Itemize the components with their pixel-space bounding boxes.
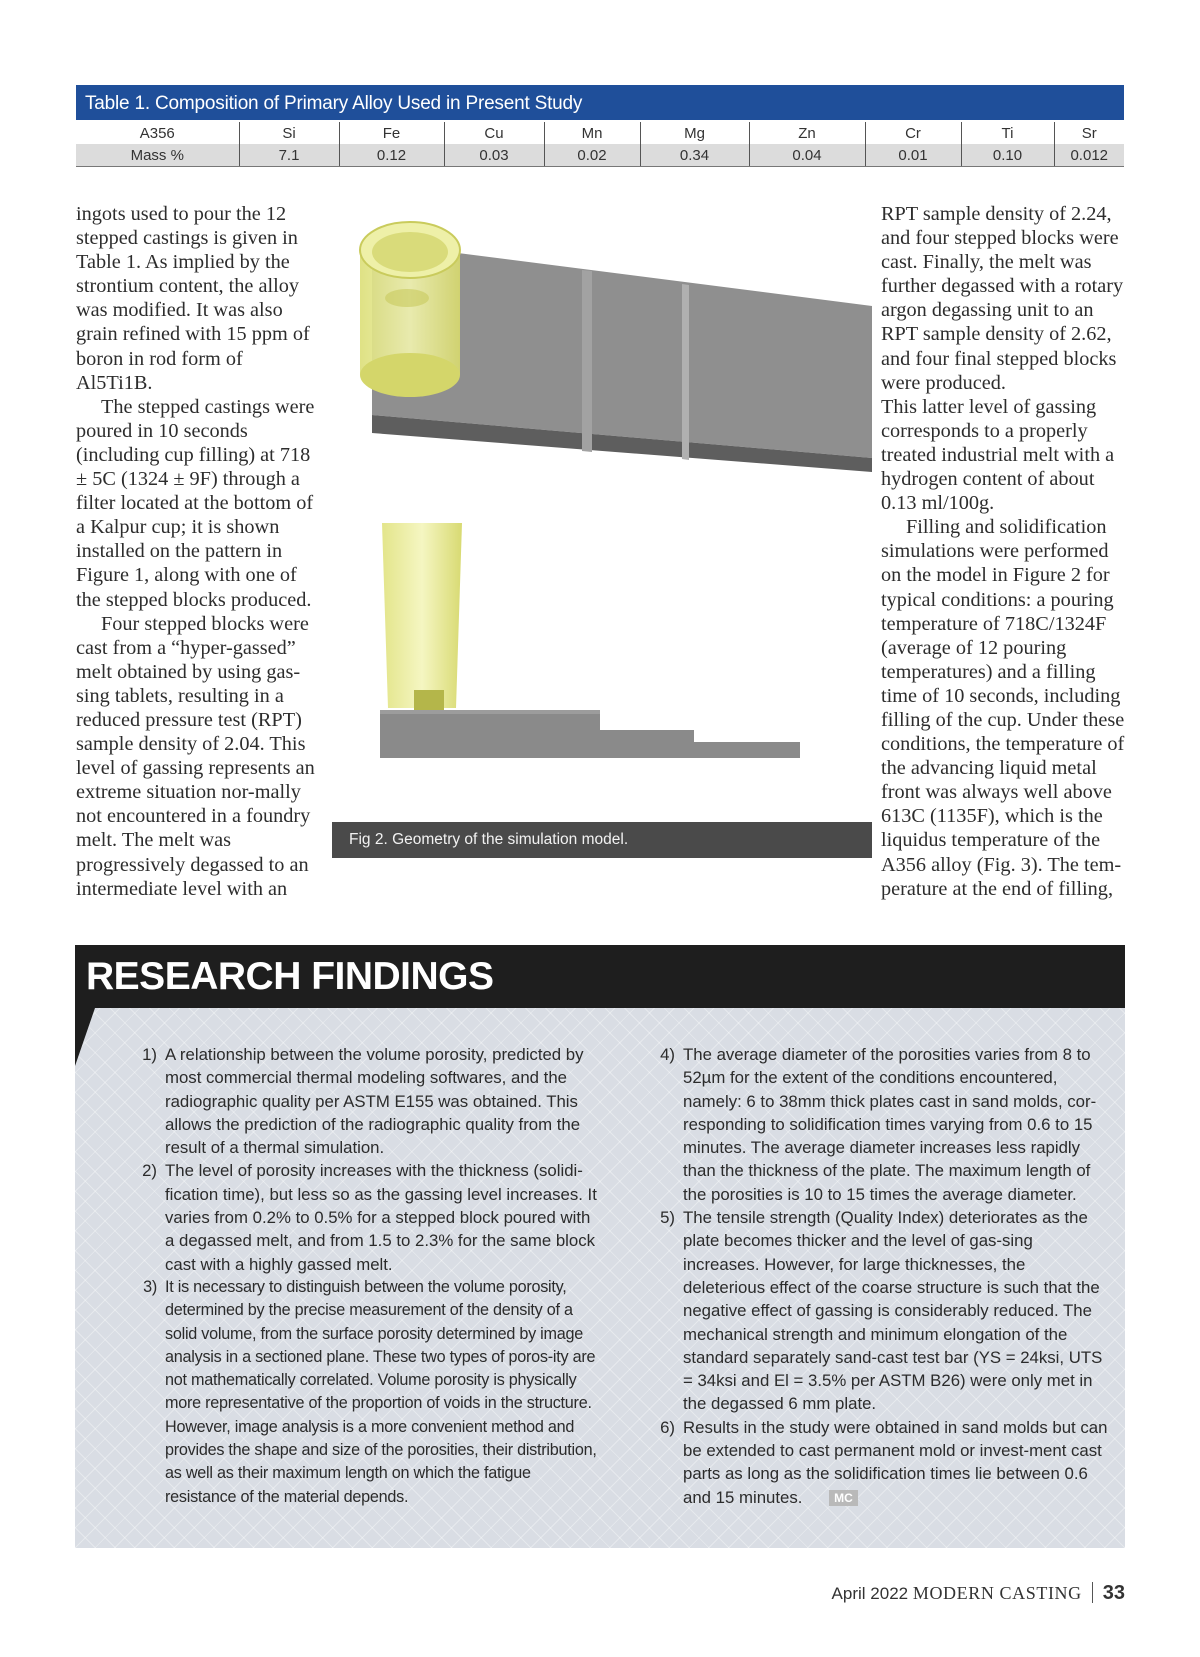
item-text: The level of porosity increases with the thickness (solidi-fication time), but less so as the gassing level increases. It varies from 0.2% to 0.5% for a stepped block poured with a degassed melt, and from 1.5 to 2.3% for the same block cast with a highly gassed melt. xyxy=(165,1161,597,1274)
table-cell: Fe xyxy=(339,121,444,144)
findings-list-right xyxy=(657,1043,1112,1509)
table-cell: Mass % xyxy=(76,144,239,167)
paragraph: ingots used to pour the 12 stepped castings is given in Table 1. As implied by the strontium content, the alloy was modified. It was also grain refined with 15 ppm of boron in rod form of Al5Ti1B. xyxy=(76,203,310,394)
page-footer xyxy=(832,1582,1125,1605)
item-number: 1) xyxy=(142,1045,157,1064)
table-cell: Si xyxy=(239,121,339,144)
list-item xyxy=(139,1159,601,1275)
table-cell: Cr xyxy=(865,121,961,144)
simulation-model-figure xyxy=(332,210,872,860)
composition-table xyxy=(76,85,1124,167)
body-text-left-column xyxy=(76,202,323,901)
step-edge xyxy=(682,284,689,460)
item-text: A relationship between the volume porosity, predicted by most commercial thermal modeling softwares, and the radiographic quality per ASTM E155 was obtained. This allows the prediction of the radiographic quality from the result of a thermal simulation. xyxy=(165,1045,584,1158)
paragraph: Four stepped blocks were cast from a “hyper-gassed” melt obtained by using gas-sing tablets, resulting in a reduced pressure test (RPT) sample density of 2.04. This level of gassing represents an extreme situation nor-mally not encountered in a foundry melt. The melt was progressively degassed to an intermediate level with an xyxy=(76,612,315,900)
paragraph: This latter level of gassing corresponds to a properly treated industrial melt with a hydrogen content of about 0.13 ml/100g. xyxy=(881,395,1115,515)
sprue-cup xyxy=(382,523,462,708)
item-text: The tensile strength (Quality Index) deteriorates as the plate becomes thicker and the level of gas-sing increases. However, for large thicknesses, the deleterious effect of the coarse structure is such that the negative effect of gassing is considerably reduced. The mechanical strength and minimum elongation of the standard separately sand-cast test bar (YS = 24ksi, UTS = 34ksi and El = 3.5% per ASTM B26) were only met in the degassed 6 mm plate. xyxy=(683,1208,1103,1414)
item-text: The average diameter of the porosities varies from 8 to 52µm for the extent of the conditions encountered, namely: 6 to 38mm thick plates cast in sand molds, cor-responding to solidification times varying from 0.6 to 15 minutes. The average diameter increases less rapidly than the thickness of the plate. The maximum length of the porosities is 10 to 15 times the average diameter. xyxy=(683,1045,1097,1204)
list-item xyxy=(657,1043,1112,1206)
pouring-cup-top xyxy=(360,222,460,397)
table-cell: Ti xyxy=(961,121,1054,144)
table-title: Table 1. Composition of Primary Alloy Used in Present Study xyxy=(76,85,1124,120)
table-cell: 0.03 xyxy=(444,144,544,167)
paragraph: Filling and solidification simulations were performed on the model in Figure 2 for typical conditions: a pouring temperature of 718C/1324F (average of 12 pouring temperatures) and a filling time of 10 seconds, including filling of the cup. Under these conditions, the temperature of the advancing liquid metal front was always well above 613C (1135F), which is the liquidus temperature of the A356 alloy (Fig. 3). The tem-perature at the end of filling, xyxy=(881,516,1125,900)
stepped-block-side xyxy=(380,710,800,758)
step-edge xyxy=(582,270,592,452)
paragraph: RPT sample density of 2.24, and four stepped blocks were cast. Finally, the melt was further degassed with a rotary argon degassing unit to an RPT sample density of 2.62, and four final stepped blocks were produced. xyxy=(881,203,1124,394)
list-item xyxy=(657,1206,1112,1416)
findings-list-left xyxy=(139,1043,601,1509)
simulation-model-illustration xyxy=(332,210,872,860)
side-view-model xyxy=(380,523,800,758)
table-cell: 0.34 xyxy=(640,144,749,167)
list-item xyxy=(139,1276,601,1509)
item-text: It is necessary to distinguish between the volume porosity, determined by the precise measurement of the density of a solid volume, from the surface porosity determined by image analysis in a sectioned plane. These two types of poros-ity are not mathematically correlated. Volume porosity is physically more representative of the proportion of voids in the structure. However, image analysis is a more convenient method and provides the shape and size of the porosities, their distribution, as well as their maximum length on which the fatigue resistance of the material depends. xyxy=(165,1277,597,1506)
item-number: 3) xyxy=(143,1277,157,1296)
table-cell: 0.012 xyxy=(1054,144,1124,167)
header-corner-decoration xyxy=(75,1008,95,1066)
figure-caption: Fig 2. Geometry of the simulation model. xyxy=(332,822,872,858)
table-cell: 0.04 xyxy=(749,144,865,167)
magazine-name: MODERN CASTING xyxy=(912,1583,1082,1603)
table-cell: 0.10 xyxy=(961,144,1054,167)
table-cell: 0.12 xyxy=(339,144,444,167)
table-cell: 0.01 xyxy=(865,144,961,167)
table-header-row xyxy=(76,121,1124,144)
table-cell: Mg xyxy=(640,121,749,144)
filter xyxy=(414,690,444,710)
item-text: Results in the study were obtained in sand molds but can be extended to cast permanent mold or invest-ment cast parts as long as the solidification times lie between 0.6 and 15 minutes. xyxy=(683,1417,1108,1507)
body-text-right-column xyxy=(881,202,1133,901)
paragraph: The stepped castings were poured in 10 seconds (including cup filling) at 718 ± 5C (1324 ± 9F) through a filter located at the bottom of a Kalpur cup; it is shown installed on the pattern in Figure 1, along with one of the stepped blocks produced. xyxy=(76,395,315,611)
research-findings-header xyxy=(75,945,1125,1008)
table-row xyxy=(76,144,1124,167)
table-cell: Cu xyxy=(444,121,544,144)
table-cell: A356 xyxy=(76,121,239,144)
issue-date: April 2022 xyxy=(831,1584,909,1603)
list-item xyxy=(657,1416,1112,1509)
end-mark-badge: MC xyxy=(829,1490,858,1506)
table-cell: 7.1 xyxy=(239,144,339,167)
item-number: 4) xyxy=(660,1045,675,1064)
research-findings-title: RESEARCH FINDINGS xyxy=(86,955,494,998)
item-number: 5) xyxy=(660,1208,675,1228)
item-number: 2) xyxy=(142,1161,157,1181)
page-number: 33 xyxy=(1102,1582,1125,1604)
table-cell: Mn xyxy=(544,121,640,144)
composition-grid xyxy=(76,120,1124,167)
list-item xyxy=(139,1043,601,1159)
footer-divider xyxy=(1092,1582,1093,1603)
item-number: 6) xyxy=(660,1417,675,1437)
table-cell: 0.02 xyxy=(544,144,640,167)
table-cell: Sr xyxy=(1054,121,1124,144)
table-cell: Zn xyxy=(749,121,865,144)
